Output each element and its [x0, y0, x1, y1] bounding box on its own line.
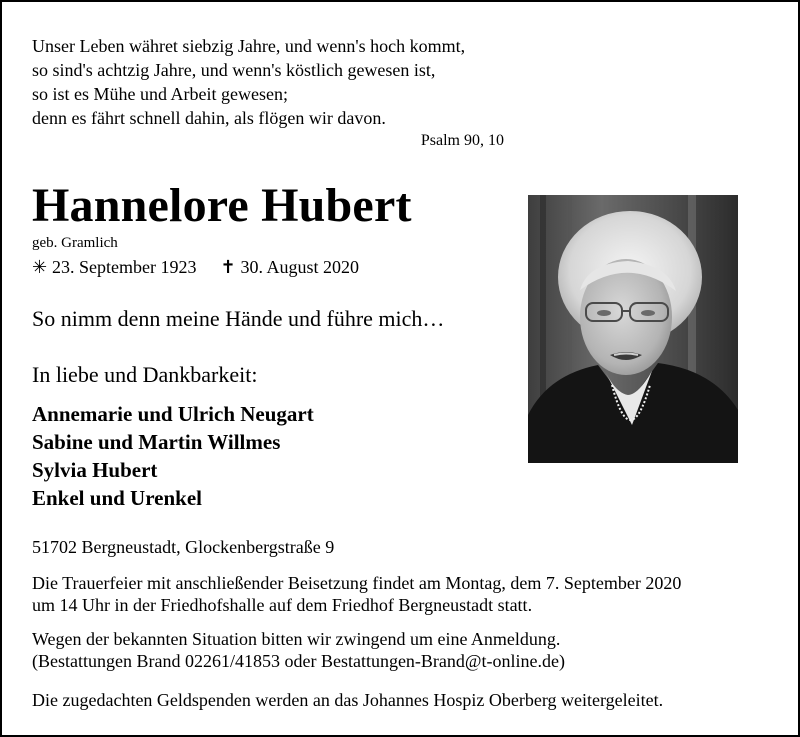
family-member: Enkel und Urenkel: [32, 486, 202, 510]
family-member: Annemarie und Ulrich Neugart: [32, 402, 314, 426]
registration-line: Wegen der bekannten Situation bitten wir zwingend um eine Anmeldung.: [32, 629, 561, 649]
deceased-name: Hannelore Hubert: [32, 179, 412, 232]
death-cross-icon: ✝: [220, 257, 236, 277]
donation-info: Die zugedachten Geldspenden werden an das Johannes Hospiz Oberberg weitergeleitet.: [32, 690, 664, 710]
closing-quote: So nimm denn meine Hände und führe mich…: [32, 306, 445, 331]
verse-source: Psalm 90, 10: [420, 132, 504, 149]
thanks-heading: In liebe und Dankbarkeit:: [32, 362, 258, 387]
verse-line: Unser Leben währet siebzig Jahre, und wenn's hoch kommt,: [32, 36, 466, 56]
registration-line: (Bestattungen Brand 02261/41853 oder Bestattungen-Brand@t-online.de): [32, 651, 565, 671]
mourning-address: 51702 Bergneustadt, Glockenbergstraße 9: [32, 537, 335, 557]
psalm-verse: [32, 34, 465, 130]
ceremony-info: [32, 572, 681, 616]
family-list: [32, 400, 314, 512]
family-member: Sabine und Martin Willmes: [32, 430, 281, 454]
maiden-name: geb. Gramlich: [32, 235, 118, 251]
birth-star-icon: ✳: [32, 257, 48, 277]
verse-line: so sind's achtzig Jahre, und wenn's köstlich gewesen ist,: [32, 60, 436, 80]
ceremony-line: um 14 Uhr in der Friedhofshalle auf dem Friedhof Bergneustadt statt.: [32, 595, 533, 615]
death-date: 30. August 2020: [240, 257, 359, 277]
verse-line: denn es fährt schnell dahin, als flögen wir davon.: [32, 108, 386, 128]
verse-line: so ist es Mühe und Arbeit gewesen;: [32, 84, 288, 104]
registration-info: [32, 628, 565, 672]
birth-date: 23. September 1923: [52, 257, 197, 277]
ceremony-line: Die Trauerfeier mit anschließender Beisetzung findet am Montag, dem 7. September 2020: [32, 573, 682, 593]
family-member: Sylvia Hubert: [32, 458, 158, 482]
portrait-photo: [528, 195, 738, 463]
portrait-image: [528, 195, 738, 463]
life-dates: [32, 257, 359, 278]
